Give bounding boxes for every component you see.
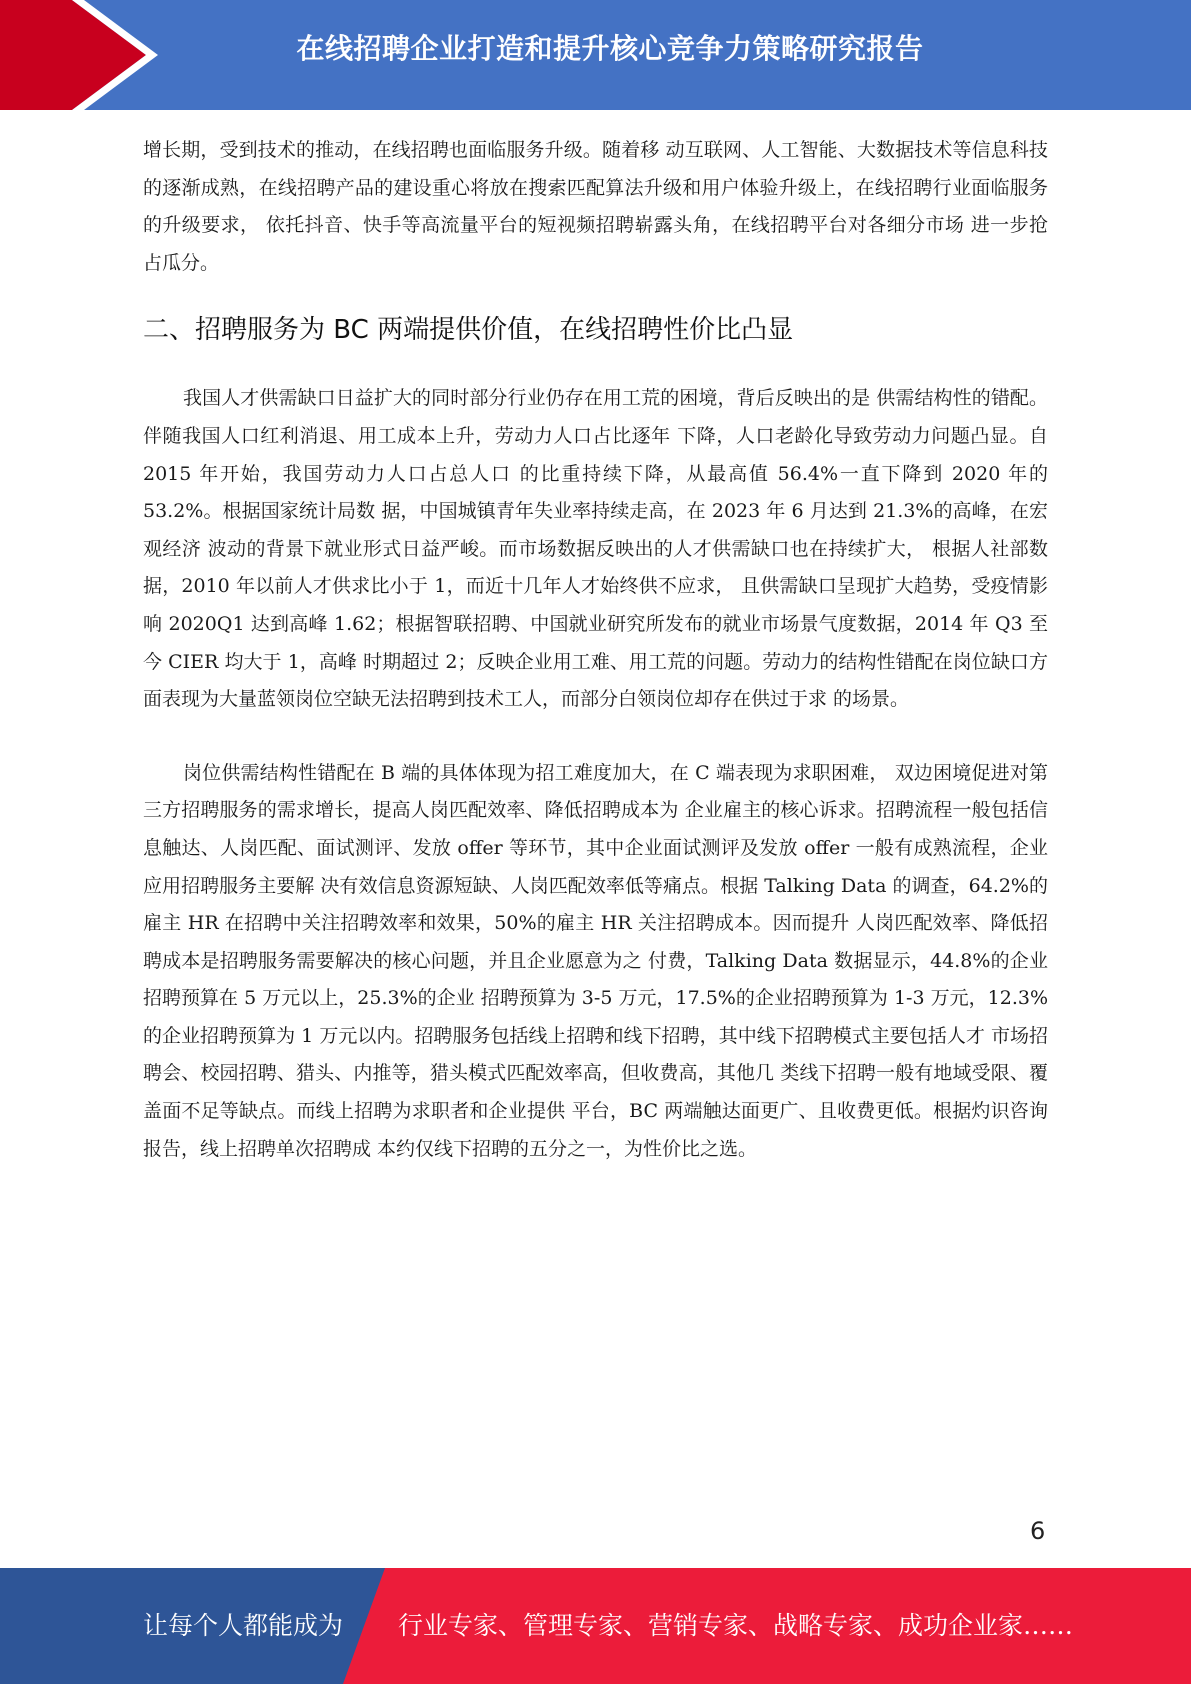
report-title: 在线招聘企业打造和提升核心竞争力策略研究报告	[296, 32, 924, 65]
section-heading: 二、招聘服务为 BC 两端提供价值，在线招聘性价比凸显	[143, 315, 794, 346]
body-paragraph: 岗位供需结构性错配在 B 端的具体体现为招工难度加大，在 C 端表现为求职困难， 双边困境促进对第三方招聘服务的需求增长，提高人岗匹配效率、降低招聘成本为 企业雇主的核心诉求。招聘流程一般包括信息触达、人岗匹配、面试测评、发放 offer 等环节，其中企业面试测评及发放 offer 一般有成熟流程，企业应用招聘服务主要解 决有效信息资源短缺、人岗匹配效率低等痛点。根据 Talking Data 的调查，64.2%的 雇主 HR 在招聘中关注招聘效率和效果，50%的雇主 HR 关注招聘成本。因而提升 人岗匹配效率、降低招聘成本是招聘服务需要解决的核心问题，并且企业愿意为之 付费，Talking Data 数据显示，44.8%的企业招聘预算在 5 万元以上，25.3%的企业 招聘预算为 3-5 万元，17.5%的企业招聘预算为 1-3 万元，12.3%的企业招聘预算为 1 万元以内。招聘服务包括线上招聘和线下招聘，其中线下招聘模式主要包括人才 市场招聘会、校园招聘、猎头、内推等，猎头模式匹配效率高，但收费高，其他几 类线下招聘一般有地域受限、覆盖面不足等缺点。而线上招聘为求职者和企业提供 平台，BC 两端触达面更广、且收费更低。根据灼识咨询报告，线上招聘单次招聘成 本约仅线下招聘的五分之一，为性价比之选。	[143, 761, 1048, 1160]
page-number: 6	[1030, 1517, 1046, 1545]
footer-slogan-right: 行业专家、管理专家、营销专家、战略专家、成功企业家……	[398, 1611, 1074, 1640]
page-footer	[0, 1568, 1191, 1684]
page-header	[0, 0, 1191, 110]
footer-slogan-left: 让每个人都能成为	[143, 1611, 344, 1640]
body-paragraph: 增长期，受到技术的推动，在线招聘也面临服务升级。随着移 动互联网、人工智能、大数据技术等信息科技的逐渐成熟，在线招聘产品的建设重心将放在搜索匹配算法升级和用户体验升级上，在线招聘行业面临服务的升级要求， 依托抖音、快手等高流量平台的短视频招聘崭露头角，在线招聘平台对各细分市场 进一步抢占瓜分。	[143, 139, 1048, 274]
header-arrow-icon	[0, 0, 160, 110]
main-content	[143, 132, 1048, 1168]
body-paragraph: 我国人才供需缺口日益扩大的同时部分行业仍存在用工荒的困境，背后反映出的是 供需结构性的错配。伴随我国人口红利消退、用工成本上升，劳动力人口占比逐年 下降，人口老龄化导致劳动力问题凸显。自 2015 年开始，我国劳动力人口占总人口 的比重持续下降，从最高值 56.4%一直下降到 2020 年的 53.2%。根据国家统计局数 据，中国城镇青年失业率持续走高，在 2023 年 6 月达到 21.3%的高峰，在宏观经济 波动的背景下就业形式日益严峻。而市场数据反映出的人才供需缺口也在持续扩大， 根据人社部数据，2010 年以前人才供求比小于 1，而近十几年人才始终供不应求， 且供需缺口呈现扩大趋势，受疫情影响 2020Q1 达到高峰 1.62；根据智联招聘、中国就业研究所发布的就业市场景气度数据，2014 年 Q3 至今 CIER 均大于 1，高峰 时期超过 2；反映企业用工难、用工荒的问题。劳动力的结构性错配在岗位缺口方 面表现为大量蓝领岗位空缺无法招聘到技术工人，而部分白领岗位却存在供过于求 的场景。	[143, 387, 1048, 711]
